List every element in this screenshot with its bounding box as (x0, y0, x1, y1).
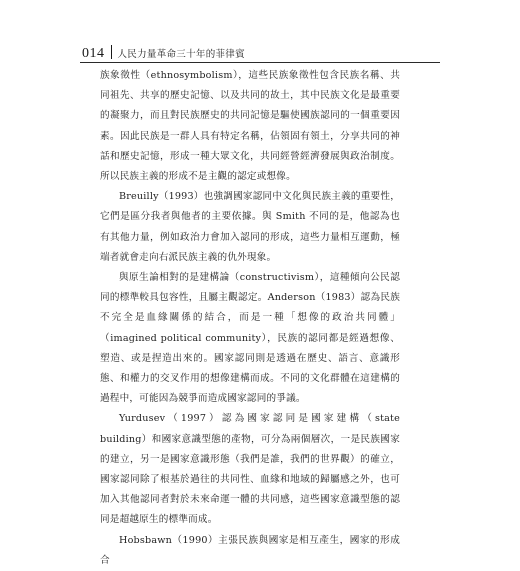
running-title: 人民力量革命三十年的菲律賓 (117, 49, 245, 60)
paragraph-yurdusev: Yurdusev（1997）認為國家認同是國家建構（state building）和國家意識型態的產物，可分為兩個層次，一是民族國家的建立，另一是國家意識形態（我們是誰，我們的世界觀）的確立，國家認同除了根基於過往的共同性、血緣和地域的歸屬感之外，也可加入其他認同者對於未來命運一體的共同感，這些國家意識型態的認同是超越原生的標準而成。 (100, 413, 400, 526)
page-header (82, 43, 245, 62)
header-rule (80, 62, 440, 63)
paragraph-breuilly: Breuilly（1993）也強調國家認同中文化與民族主義的重要性，它們是區分我者與他者的主要依據。與 Smith 不同的是，他認為也有其他力量，例如政治力會加入認同的形成，這些力量相互運動，極端者就會走向右派民族主義的仇外現象。 (100, 191, 400, 263)
paragraph-hobsbawn: Hobsbawn（1990）主張民族與國家是相互產生，國家的形成合 (100, 534, 400, 566)
page-number: 014 (82, 46, 105, 61)
body-text (100, 66, 400, 571)
paragraph-constructivism: 與原生論相對的是建構論（constructivism），這種傾向公民認同的標準較具包容性，且屬主觀認定。Anderson（1983）認為民族不完全是血緣關係的結合，而是一種「想像的政治共同體」（imagined political community），民族的認同都是經過想像、塑造、或是捏造出來的。國家認同則是透過在歷史、語言、意識形態、和權力的交叉作用的想像建構而成。不同的文化群體在這建構的過程中，可能因為競爭而造成國家認同的爭議。 (100, 272, 400, 405)
header-divider (111, 45, 112, 59)
paragraph-continued: 族象徵性（ethnosymbolism），這些民族象徵性包含民族名稱、共同祖先、共享的歷史記憶、以及共同的故土，其中民族文化是最重要的凝聚力，而且對民族歷史的共同記憶是驅使國族認同的一個重要因素。因此民族是一群人具有特定名稱，佔領固有領土，分享共同的神話和歷史記憶，形成一種大眾文化，共同經營經濟發展與政治制度。所以民族主義的形成不是主觀的認定或想像。 (100, 70, 400, 183)
